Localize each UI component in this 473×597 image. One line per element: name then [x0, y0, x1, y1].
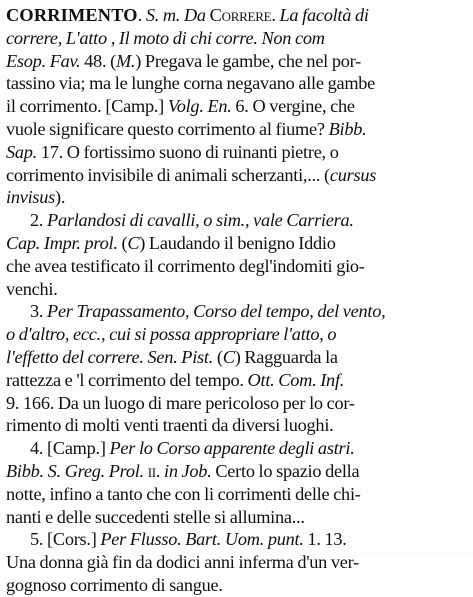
text-run: (	[117, 232, 128, 253]
text-run: nanti e delle succedenti stelle si allumina...	[6, 506, 305, 527]
italic-text: S. m. Da	[145, 5, 210, 25]
text-run: 6. O vergine, che	[231, 96, 355, 117]
text-run: vuole significare questo corrimento al fiume?	[6, 118, 329, 139]
italic-text: l'effetto del correre. Sen. Pist.	[6, 346, 214, 367]
entry-line	[6, 369, 470, 392]
italic-text: correre, L'atto , Il moto di chi corre. Non com	[6, 27, 325, 48]
text-run: rimento di molti venti traenti da diversi luoghi.	[6, 415, 334, 436]
italic-text: Sap.	[6, 141, 37, 162]
entry-line	[6, 574, 470, 597]
text-run: tassino via; ma le lunghe corna negavano alle gambe	[6, 73, 376, 94]
text-run: .	[137, 5, 146, 25]
entry-line	[6, 392, 470, 415]
italic-text: cursus	[329, 164, 377, 185]
text-run: ) Ragguarda la	[234, 346, 338, 367]
text-run: 9. 166. Da un luogo di mare pericoloso per lo cor-	[6, 392, 355, 413]
italic-text: o d'altro, ecc., cui si possa appropriare l'atto, o	[6, 324, 337, 345]
italic-text: Per Trapassamento, Corso del tempo, del vento,	[47, 301, 386, 322]
entry-line	[6, 300, 470, 323]
small-caps-text: ii.	[147, 460, 161, 481]
entry-line	[6, 72, 470, 95]
text-run: notte, infino a tanto che con li corrimenti delle chi-	[6, 483, 361, 504]
text-run: Certo lo spazio della	[211, 460, 360, 481]
text-run: 3.	[30, 301, 48, 322]
entry-line	[6, 437, 470, 460]
headword: CORRIMENTO	[6, 5, 138, 25]
text-run: 1. 13.	[303, 529, 347, 550]
small-caps-text: Correre	[209, 5, 272, 25]
entry-line	[6, 209, 470, 232]
text-run: rattezza e 'l corrimento del tempo.	[6, 369, 248, 390]
text-run: ) Laudando il benigno Iddio	[139, 232, 336, 253]
italic-text: in Job.	[164, 460, 212, 481]
entry-line	[6, 278, 470, 301]
entry-line	[6, 164, 470, 187]
italic-text: M.	[115, 50, 136, 71]
entry-line	[6, 346, 470, 369]
entry-line	[6, 528, 470, 551]
text-run: (	[213, 346, 223, 367]
entry-line	[6, 506, 470, 529]
entry-line	[6, 141, 470, 164]
entry-line	[6, 483, 470, 506]
text-run: Una donna già fin da dodici anni inferma d'un ver-	[6, 552, 359, 573]
text-run: 2.	[30, 210, 48, 231]
entry-line	[6, 232, 470, 255]
italic-text: invisus	[6, 187, 56, 208]
text-run: gognoso corrimento di sangue.	[6, 574, 223, 595]
text-run: venchi.	[6, 278, 58, 299]
italic-text: Parlandosi di cavalli, o sim., vale Carriera.	[47, 210, 354, 231]
italic-text: Cap. Impr. prol.	[6, 232, 118, 253]
text-run: ).	[55, 187, 66, 208]
text-run: corrimento invisibile di animali scherzanti,... (	[6, 164, 330, 185]
entry-line	[6, 50, 470, 73]
italic-text: Ott. Com. Inf.	[247, 369, 345, 390]
italic-text: Bibb. S. Greg. Prol.	[6, 460, 144, 481]
italic-text: Bibb.	[328, 118, 367, 139]
entry-line	[6, 551, 470, 574]
italic-text: Per lo Corso apparente degli astri.	[109, 438, 355, 459]
entry-line	[6, 4, 470, 27]
text-run: 48. (	[80, 50, 116, 71]
text-run: .	[271, 5, 280, 25]
italic-text: Volg. En.	[167, 96, 232, 117]
entry-line	[6, 414, 470, 437]
entry-line	[6, 118, 470, 141]
entry-line	[6, 27, 470, 50]
text-run: 17. O fortissimo suono di ruinanti pietre, o	[37, 141, 339, 162]
entry-line	[6, 323, 470, 346]
entry-line	[6, 95, 470, 118]
entry-line	[6, 255, 470, 278]
text-run: il corrimento. [Camp.]	[6, 96, 168, 117]
text-run: ) Pregava le gambe, che nel por-	[135, 50, 361, 71]
text-run: che avea testificato il corrimento degl'indomiti gio-	[6, 255, 365, 276]
italic-text: Per Flusso. Bart. Uom. punt.	[100, 529, 304, 550]
text-run: 5. [Cors.]	[30, 529, 101, 550]
italic-text: Esop. Fav.	[6, 50, 81, 71]
entry-line	[6, 460, 470, 483]
italic-text: C	[127, 232, 140, 253]
entry-line	[6, 186, 470, 209]
dictionary-entry-corrimento	[6, 4, 470, 597]
italic-text: C	[222, 346, 235, 367]
text-run: 4. [Camp.]	[30, 438, 110, 459]
italic-text: La facoltà di	[279, 5, 369, 25]
